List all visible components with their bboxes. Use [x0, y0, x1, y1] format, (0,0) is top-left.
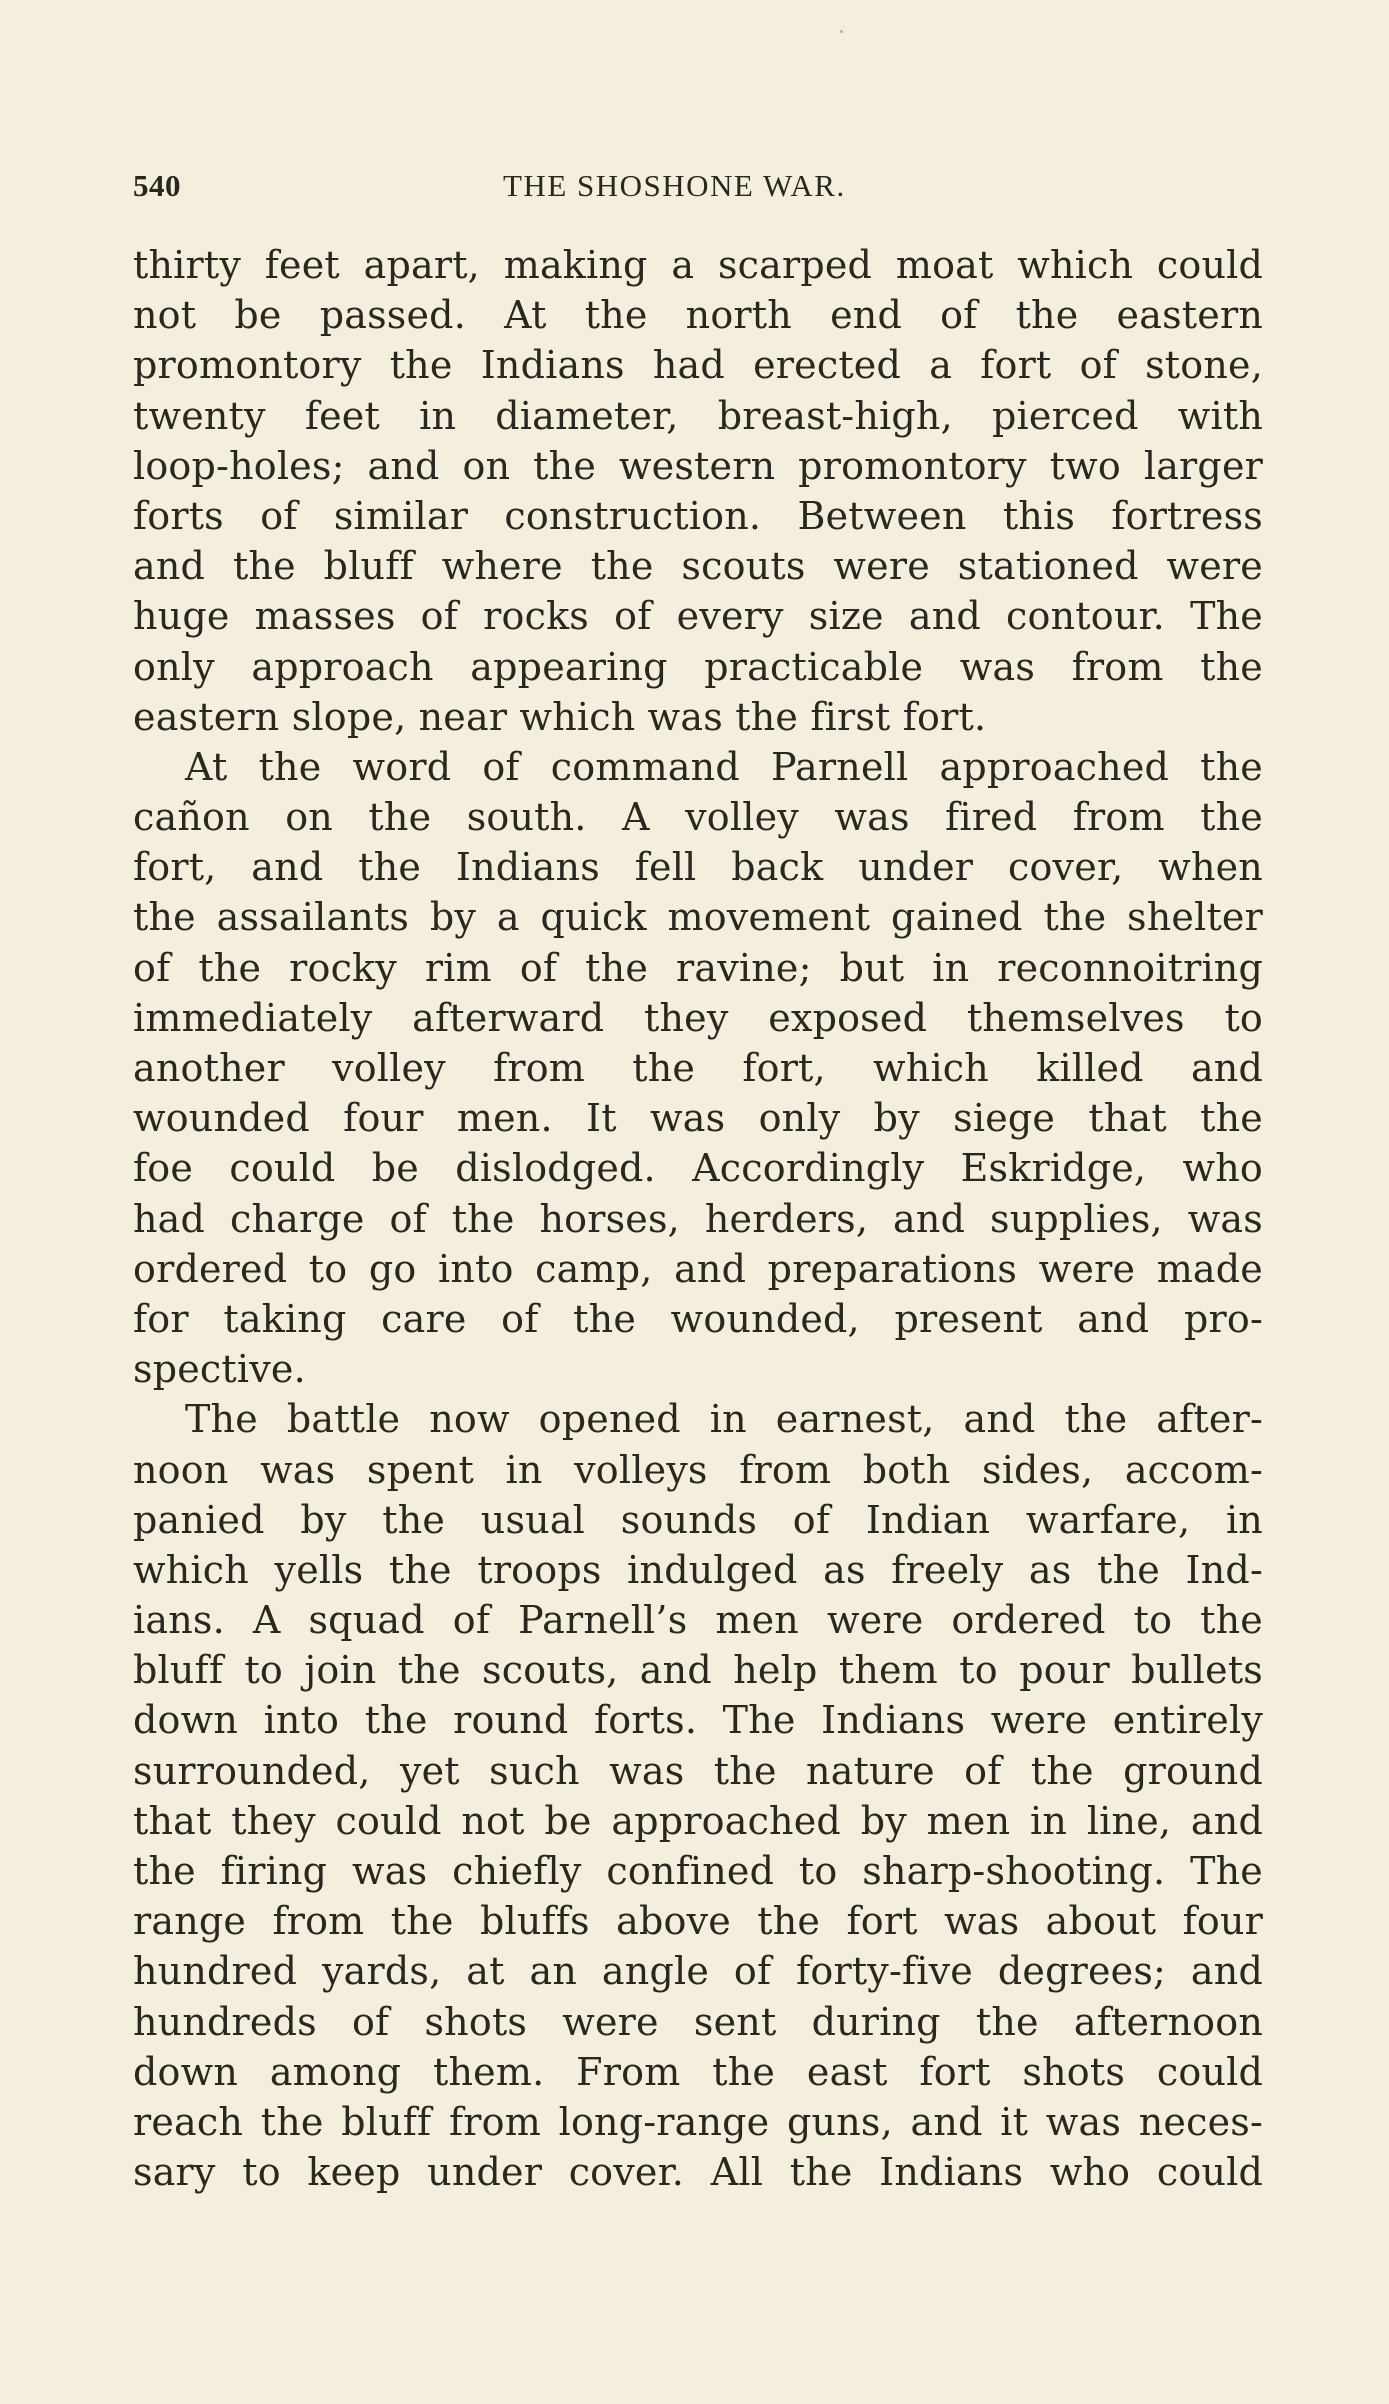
page-header [133, 168, 1263, 208]
text-line: loop-holes; and on the western promontory two larger [133, 443, 1263, 488]
text-line: not be passed. At the north end of the eastern [133, 293, 1263, 338]
paragraph-first-line: At the word of command Parnell approached the [185, 744, 1263, 789]
text-line: of the rocky rim of the ravine; but in reconnoitring [133, 945, 1263, 990]
paper-speck [840, 30, 843, 33]
text-line: and the bluff where the scouts were stationed were [133, 544, 1263, 589]
text-line: noon was spent in volleys from both sides, accom- [133, 1447, 1263, 1492]
text-line: down among them. From the east fort shots could [133, 2049, 1263, 2094]
text-line: immediately afterward they exposed themselves to [133, 995, 1263, 1040]
text-line: foe could be dislodged. Accordingly Eskridge, who [133, 1146, 1263, 1191]
text-line: for taking care of the wounded, present and pro- [133, 1296, 1263, 1341]
text-line: promontory the Indians had erected a fort of stone, [133, 343, 1263, 388]
text-line: hundred yards, at an angle of forty-five degrees; and [133, 1949, 1263, 1994]
text-line: spective. [133, 1347, 306, 1392]
text-line: another volley from the fort, which killed and [133, 1046, 1263, 1090]
page-number: 540 [133, 168, 181, 203]
text-line: hundreds of shots were sent during the afternoon [133, 1999, 1263, 2044]
text-line: cañon on the south. A volley was fired from the [133, 795, 1263, 840]
text-line: down into the round forts. The Indians were entirely [133, 1698, 1263, 1743]
text-line: only approach appearing practicable was from the [133, 644, 1263, 689]
text-line: had charge of the horses, herders, and supplies, was [133, 1196, 1263, 1241]
text-line: ians. A squad of Parnell’s men were ordered to the [133, 1598, 1263, 1643]
body-text [133, 240, 1263, 2197]
text-line: range from the bluffs above the fort was about four [133, 1899, 1263, 1944]
text-line: eastern slope, near which was the first fort. [133, 694, 987, 739]
text-line: wounded four men. It was only by siege that the [133, 1096, 1263, 1141]
paragraph-first-line: The battle now opened in earnest, and the after- [185, 1397, 1263, 1442]
text-line: reach the bluff from long-range guns, and it was neces- [133, 2099, 1263, 2144]
text-line: sary to keep under cover. All the Indians who could [133, 2150, 1263, 2195]
text-line: ordered to go into camp, and preparations were made [133, 1246, 1263, 1291]
text-line: which yells the troops indulged as freely as the Ind- [133, 1547, 1263, 1592]
running-title: THE SHOSHONE WAR. [503, 168, 846, 203]
text-line: the assailants by a quick movement gained the shelter [133, 895, 1263, 940]
text-line: twenty feet in diameter, breast-high, pierced with [133, 393, 1263, 438]
text-line: fort, and the Indians fell back under cover, when [133, 845, 1263, 890]
text-line: that they could not be approached by men in line, and [133, 1798, 1263, 1843]
text-line: surrounded, yet such was the nature of the ground [133, 1748, 1263, 1793]
text-line: forts of similar construction. Between this fortress [133, 493, 1263, 538]
text-line: thirty feet apart, making a scarped moat which could [133, 243, 1263, 287]
text-line: bluff to join the scouts, and help them to pour bullets [133, 1648, 1263, 1693]
text-line: panied by the usual sounds of Indian warfare, in [133, 1497, 1263, 1542]
text-line: huge masses of rocks of every size and contour. The [133, 594, 1263, 639]
text-line: the firing was chiefly confined to sharp-shooting. The [133, 1849, 1263, 1893]
